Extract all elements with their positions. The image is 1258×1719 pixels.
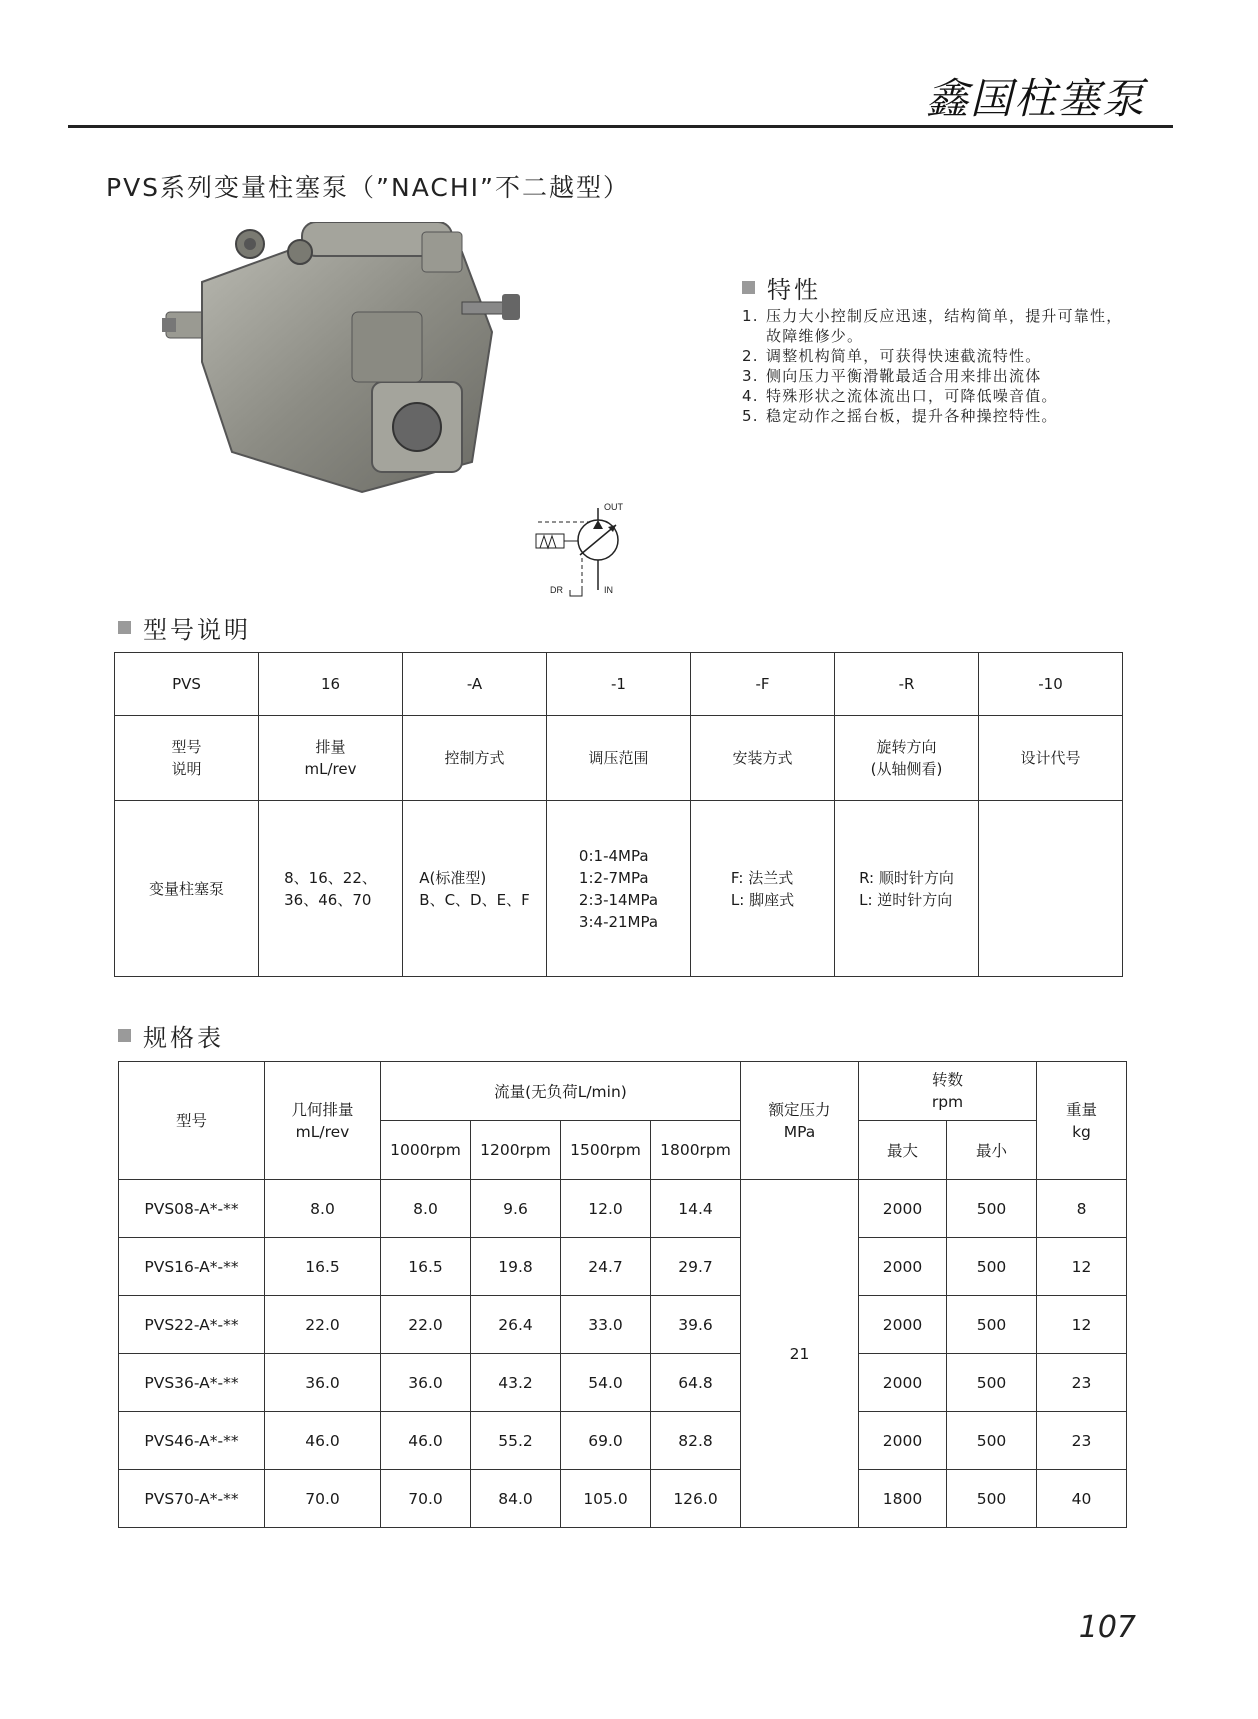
hydraulic-symbol [530,500,660,600]
section-bullet-icon [742,281,755,294]
model-label-cell: 安装方式 [732,749,793,767]
table-row [119,1470,1127,1528]
spec-header-model: 型号 [175,1111,207,1130]
model-label-cell: 控制方式 [444,749,505,767]
spec-cell-min: 500 [947,1470,1037,1528]
spec-table [118,1061,1127,1528]
spec-cell-weight: 12 [1037,1296,1127,1354]
section-bullet-icon [118,621,131,634]
model-detail-cell: 0:1-4MPa 1:2-7MPa 2:3-14MPa 3:4-21MPa [578,846,659,931]
features-heading: 特性 [742,270,821,305]
spec-cell-max: 2000 [859,1180,947,1238]
spec-cell-flow: 39.6 [651,1296,741,1354]
spec-header-pressure: 额定压力 MPa [768,1100,831,1141]
spec-cell-flow: 54.0 [561,1354,651,1412]
pump-photo [162,222,562,522]
table-row [119,1238,1127,1296]
spec-cell-flow: 19.8 [471,1238,561,1296]
spec-cell-flow: 26.4 [471,1296,561,1354]
model-code-cell: -1 [547,653,691,716]
spec-cell-flow: 69.0 [561,1412,651,1470]
spec-header-displacement: 几何排量 mL/rev [291,1100,354,1141]
spec-cell-max: 2000 [859,1296,947,1354]
model-label-cell: 排量 mL/rev [304,738,357,778]
spec-header-row [119,1062,1127,1121]
table-row [119,1412,1127,1470]
spec-cell-disp: 36.0 [265,1354,381,1412]
symbol-dr-label: DR [550,585,563,595]
spec-cell-flow: 33.0 [561,1296,651,1354]
model-detail-cell: F: 法兰式 L: 脚座式 [730,868,795,909]
spec-cell-model: PVS16-A*-** [119,1238,265,1296]
spec-cell-max: 2000 [859,1412,947,1470]
section-bullet-icon [118,1029,131,1042]
model-label-row [115,716,1123,801]
spec-cell-flow: 16.5 [381,1238,471,1296]
spec-header-rpm: 1200rpm [471,1121,561,1180]
feature-item: 5. 稳定动作之摇台板，提升各种操控特性。 [742,407,1058,425]
spec-heading: 规格表 [118,1018,224,1053]
spec-cell-weight: 40 [1037,1470,1127,1528]
model-label-cell: 设计代号 [1020,749,1081,767]
spec-cell-model: PVS36-A*-** [119,1354,265,1412]
spec-cell-disp: 46.0 [265,1412,381,1470]
spec-cell-flow: 22.0 [381,1296,471,1354]
feature-item: 2. 调整机构简单，可获得快速截流特性。 [742,347,1042,365]
spec-cell-model: PVS46-A*-** [119,1412,265,1470]
spec-header-flow: 流量(无负荷L/min) [381,1062,741,1121]
spec-cell-flow: 46.0 [381,1412,471,1470]
spec-cell-flow: 36.0 [381,1354,471,1412]
spec-cell-disp: 22.0 [265,1296,381,1354]
model-detail-row [115,801,1123,977]
spec-header-speed: 转数 rpm [931,1071,964,1111]
spec-cell-weight: 8 [1037,1180,1127,1238]
spec-header-rpm: 1000rpm [381,1121,471,1180]
spec-header-rpm: 1500rpm [561,1121,651,1180]
model-detail-cell: 8、16、22、 36、46、70 [284,868,377,909]
model-code-cell: PVS [115,653,259,716]
spec-header-weight: 重量 kg [1065,1100,1097,1141]
features-list [742,306,1132,426]
spec-cell-weight: 23 [1037,1412,1127,1470]
model-detail-cell: A(标准型) B、C、D、E、F [419,868,530,909]
page-number: 107 [1078,1610,1136,1645]
table-row [119,1354,1127,1412]
spec-cell-flow: 43.2 [471,1354,561,1412]
spec-cell-flow: 9.6 [471,1180,561,1238]
spec-cell-flow: 24.7 [561,1238,651,1296]
spec-cell-min: 500 [947,1412,1037,1470]
spec-header-speed-max: 最大 [859,1121,947,1180]
spec-cell-flow: 64.8 [651,1354,741,1412]
model-code-cell: -A [403,653,547,716]
spec-header-rpm: 1800rpm [651,1121,741,1180]
model-detail-cell: R: 顺时针方向 L: 逆时针方向 [859,868,954,909]
header-rule [68,125,1173,128]
model-label-cell: 型号 说明 [171,738,202,778]
model-code-table [114,652,1123,977]
feature-item: 4. 特殊形状之流体流出口，可降低噪音值。 [742,387,1058,405]
model-code-cell: -F [691,653,835,716]
spec-cell-disp: 70.0 [265,1470,381,1528]
table-row [119,1180,1127,1238]
spec-cell-weight: 12 [1037,1238,1127,1296]
spec-cell-flow: 70.0 [381,1470,471,1528]
spec-cell-max: 1800 [859,1470,947,1528]
spec-cell-min: 500 [947,1180,1037,1238]
spec-cell-model: PVS70-A*-** [119,1470,265,1528]
spec-cell-min: 500 [947,1354,1037,1412]
symbol-in-label: IN [604,585,613,595]
model-code-cell: -10 [979,653,1123,716]
spec-cell-flow: 12.0 [561,1180,651,1238]
model-code-row [115,653,1123,716]
model-code-cell: -R [835,653,979,716]
spec-cell-max: 2000 [859,1354,947,1412]
model-heading: 型号说明 [118,610,251,645]
brand-title: 鑫国柱塞泵 [925,74,1146,123]
spec-cell-model: PVS22-A*-** [119,1296,265,1354]
model-label-cell: 调压范围 [588,749,649,767]
model-detail-cell: 变量柱塞泵 [148,879,224,898]
spec-cell-flow: 55.2 [471,1412,561,1470]
page-title: PVS系列变量柱塞泵（”NACHI”不二越型） [106,173,630,202]
spec-header-speed-min: 最小 [947,1121,1037,1180]
spec-cell-flow: 126.0 [651,1470,741,1528]
spec-cell-flow: 84.0 [471,1470,561,1528]
spec-cell-flow: 105.0 [561,1470,651,1528]
spec-cell-min: 500 [947,1238,1037,1296]
spec-cell-rated-pressure: 21 [741,1180,859,1528]
spec-cell-model: PVS08-A*-** [119,1180,265,1238]
spec-cell-flow: 82.8 [651,1412,741,1470]
spec-cell-flow: 8.0 [381,1180,471,1238]
feature-item: 3. 侧向压力平衡滑靴最适合用来排出流体 [742,367,1042,385]
spec-cell-flow: 14.4 [651,1180,741,1238]
feature-item: 1. 压力大小控制反应迅速，结构简单，提升可靠性，故障维修少。 [742,307,1123,345]
table-row [119,1296,1127,1354]
spec-cell-min: 500 [947,1296,1037,1354]
spec-cell-disp: 16.5 [265,1238,381,1296]
symbol-out-label: OUT [604,502,623,512]
spec-cell-disp: 8.0 [265,1180,381,1238]
model-code-cell: 16 [259,653,403,716]
spec-cell-weight: 23 [1037,1354,1127,1412]
model-label-cell: 旋转方向 (从轴侧看) [870,738,943,778]
spec-cell-max: 2000 [859,1238,947,1296]
spec-cell-flow: 29.7 [651,1238,741,1296]
